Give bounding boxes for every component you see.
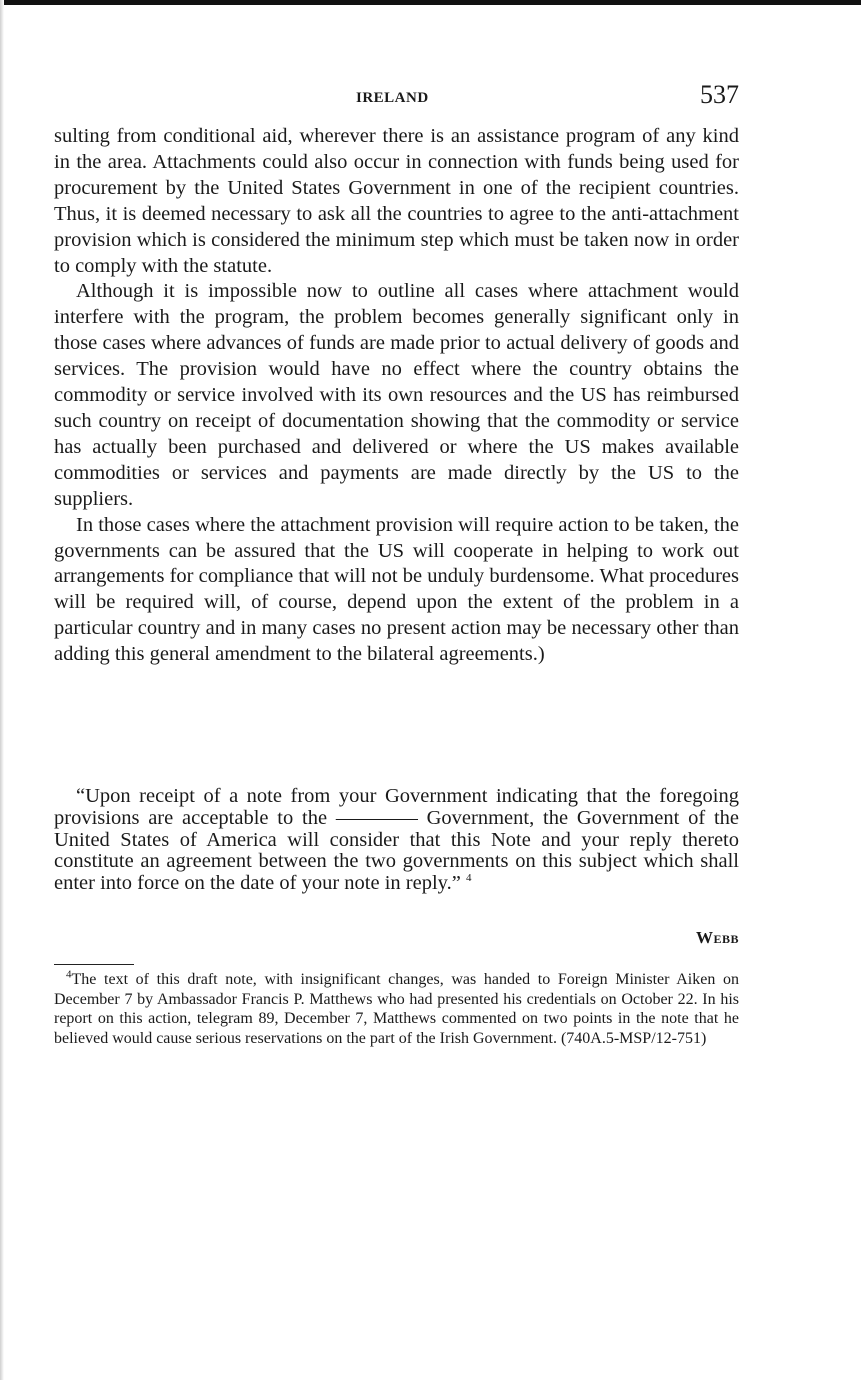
page-left-edge-shadow (0, 0, 4, 1380)
quoted-note (54, 786, 739, 895)
footnote-divider (54, 964, 134, 965)
signature: Webb (695, 928, 739, 947)
footnote-reference[interactable]: 4 (465, 872, 472, 885)
paragraph: sulting from conditional aid, wherever there is an assistance program of any kind in the area. Attachments could also occur in connection with funds being used for procurement by the United States Government in one of the recipient countries. Thus, it is deemed necessary to ask all the countries to agree to the anti-attachment provision which is considered the minimum step which must be taken now in order to comply with the statute. (54, 125, 739, 277)
quote-paragraph (54, 786, 739, 895)
page-header (0, 80, 861, 110)
paragraph: Although it is impossible now to outline all cases where attachment would interfere with the program, the problem becomes generally significant only in those cases where advances of funds are made prior to actual delivery of goods and services. The provision would have no effect where the country obtains the commodity or service involved with its own resources and the US has reimbursed such country on receipt of documentation showing that the commodity or service has actually been purchased and delivered or where the US makes available commodities or services and payments are made directly by the US to the suppliers. (54, 280, 739, 510)
page-top-edge (0, 0, 861, 5)
footnote-paragraph (54, 970, 739, 1048)
body-text (54, 124, 739, 668)
quote-text: “Upon receipt of a note from your Government indicating that the foregoing provisions are acceptable to the ———— Government, the Government of the United States of America will consider that this Note and your reply thereto constitute an agreement between the two governments on this subject which shall enter into force on the date of your note in reply.” (54, 785, 739, 895)
paragraph: In those cases where the attachment provision will require action to be taken, the governments can be assured that the US will cooperate in helping to work out arrangements for compliance that will not be unduly burdensome. What procedures will be required will, of course, depend upon the extent of the problem in a particular country and in many cases no present action may be necessary other than adding this general amendment to the bilateral agreements.) (54, 513, 739, 666)
footnote (54, 970, 739, 1048)
running-head: IRELAND (356, 90, 429, 106)
page-number: 537 (700, 80, 739, 109)
footnote-marker: 4 (66, 968, 72, 981)
footnote-text: The text of this draft note, with insignificant changes, was handed to Foreign Minister Aiken on December 7 by Ambassador Francis P. Matthews who had presented his credentials on October 22. In his report on this action, telegram 89, December 7, Matthews commented on two points in the note that he believed would cause serious reservations on the part of the Irish Government. (740A.5-MSP/12-751) (54, 971, 739, 1047)
